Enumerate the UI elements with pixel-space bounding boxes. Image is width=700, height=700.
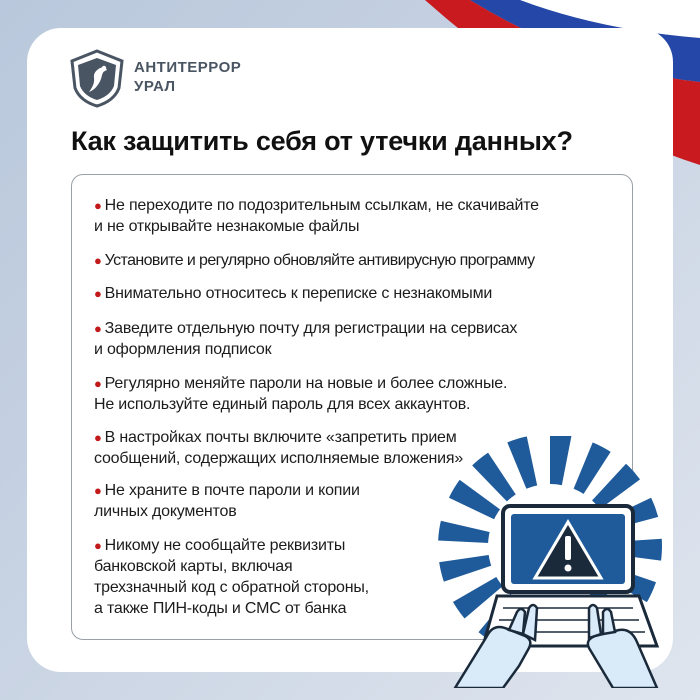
brand-line-1: АНТИТЕРРОР: [134, 59, 242, 76]
tip-text: Регулярно меняйте пароли на новые и более сложные.: [104, 375, 508, 392]
tip-text: а также ПИН-коды и СМС от банка: [94, 600, 347, 617]
tip-text: Внимательно относитесь к переписке с незнакомыми: [104, 285, 493, 302]
tip-item: [94, 318, 594, 360]
tip-item: [94, 373, 594, 415]
page-title: Как защитить себя от утечки данных?: [71, 126, 573, 156]
tip-item: [94, 283, 594, 304]
tip-text: банковской карты, включая: [94, 558, 293, 575]
tip-text: и не открывайте незнакомые файлы: [94, 218, 360, 235]
brand-line-2: УРАЛ: [134, 78, 176, 95]
brand-name: [134, 58, 241, 96]
tip-item: [94, 195, 594, 237]
tip-text: и оформления подписок: [94, 341, 272, 358]
tip-text: Установите и регулярно обновляйте антивирусную программу: [104, 252, 535, 269]
bullet-icon: ●: [94, 430, 102, 445]
bullet-icon: ●: [94, 253, 102, 268]
tip-text: Не используйте единый пароль для всех аккаунтов.: [94, 396, 471, 413]
bullet-icon: ●: [94, 483, 102, 498]
tip-item: [94, 250, 594, 271]
laptop-warning-icon: [425, 436, 675, 688]
tip-text: Не переходите по подозрительным ссылкам, не скачивайте: [104, 197, 539, 214]
bullet-icon: ●: [94, 321, 102, 336]
tip-text: Никому не сообщайте реквизиты: [104, 537, 346, 554]
bullet-icon: ●: [94, 198, 102, 213]
tip-text: Не храните в почте пароли и копии: [104, 482, 360, 499]
tip-text: В настройках почты включите «запретить прием: [104, 429, 457, 446]
tip-text: сообщений, содержащих исполняемые вложения»: [94, 450, 464, 467]
tip-text: трехзначный код с обратной стороны,: [94, 579, 369, 596]
tip-text: личных документов: [94, 503, 237, 520]
bullet-icon: ●: [94, 286, 102, 301]
bullet-icon: ●: [94, 538, 102, 553]
tip-text: Заведите отдельную почту для регистрации на сервисах: [104, 320, 518, 337]
content-card: [27, 28, 673, 672]
bullet-icon: ●: [94, 376, 102, 391]
shield-logo-icon: [67, 48, 127, 108]
